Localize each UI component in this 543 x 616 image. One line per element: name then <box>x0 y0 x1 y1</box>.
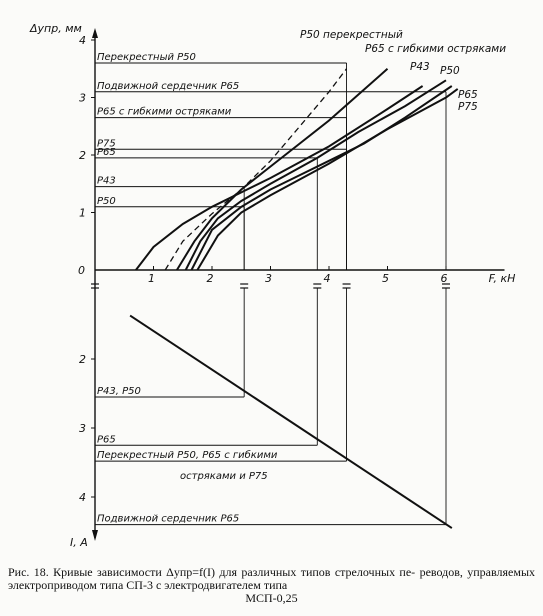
y-axis-arrow-top <box>92 28 98 38</box>
origin-label: 0 <box>78 264 85 277</box>
current-force-line <box>130 316 452 529</box>
series-line-1 <box>177 69 388 270</box>
series-label-4: P65 <box>458 89 478 101</box>
x-tick-label-0: 1 <box>148 272 155 285</box>
top-reference-label-5: P43 <box>97 175 116 187</box>
x-tick-label-1: 2 <box>206 272 214 285</box>
bottom-reference-label-3-0: Подвижной сердечник P65 <box>97 513 240 525</box>
y-tick-label-top-1: 2 <box>79 149 86 162</box>
x-axis-label: F, кН <box>488 272 516 285</box>
y-tick-label-bottom-0: 2 <box>79 353 86 366</box>
x-tick-label-2: 3 <box>265 272 272 285</box>
series-label-3: P50 <box>440 65 460 77</box>
y-axis-label-bottom: I, A <box>70 536 88 549</box>
y-axis-arrow-bottom <box>92 530 98 541</box>
y-tick-label-bottom-1: 3 <box>79 422 86 435</box>
x-tick-label-3: 4 <box>323 272 331 285</box>
y-tick-label-bottom-2: 4 <box>79 491 86 504</box>
caption-line-2: реводов, управляемых электроприводом типа СП-3 с электродвигателем типа <box>8 565 536 592</box>
series-line-5 <box>197 89 457 270</box>
bottom-reference-label-1-0: P65 <box>97 434 116 446</box>
series-label-5: P75 <box>458 101 478 113</box>
bottom-reference-label-0-0: P43, P50 <box>97 385 141 397</box>
y-tick-label-top-2: 3 <box>79 91 86 105</box>
series-label-0: P50 перекрестный <box>300 29 403 41</box>
top-reference-label-6: P50 <box>97 195 116 207</box>
y-axis-label-top: Δупр, мм <box>30 22 82 35</box>
y-tick-label-top-0: 1 <box>79 206 86 220</box>
top-reference-label-2: P65 с гибкими остряками <box>97 106 232 118</box>
top-reference-label-1: Подвижной сердечник P65 <box>97 80 240 92</box>
bottom-reference-label-2-1: остряками и P75 <box>180 471 268 483</box>
top-reference-label-0: Перекрестный P50 <box>97 52 196 63</box>
bottom-reference-label-2-0: Перекрестный P50, P65 с гибкими <box>97 450 278 462</box>
top-reference-label-4: P65 <box>97 146 116 158</box>
figure-caption <box>8 566 535 605</box>
y-tick-label-top-3: 4 <box>79 34 86 47</box>
series-label-2: P43 <box>410 61 430 73</box>
top-reference-label-3: P75 <box>97 138 116 150</box>
caption-line-3: МСП-0,25 <box>245 591 298 605</box>
caption-line-1: Рис. 18. Кривые зависимости Δупр=f(I) для различных типов стрелочных пе- <box>8 565 416 579</box>
x-tick-label-4: 5 <box>382 272 389 285</box>
x-tick-label-5: 6 <box>440 272 448 285</box>
series-label-1: P65 с гибкими остряками <box>365 43 507 55</box>
